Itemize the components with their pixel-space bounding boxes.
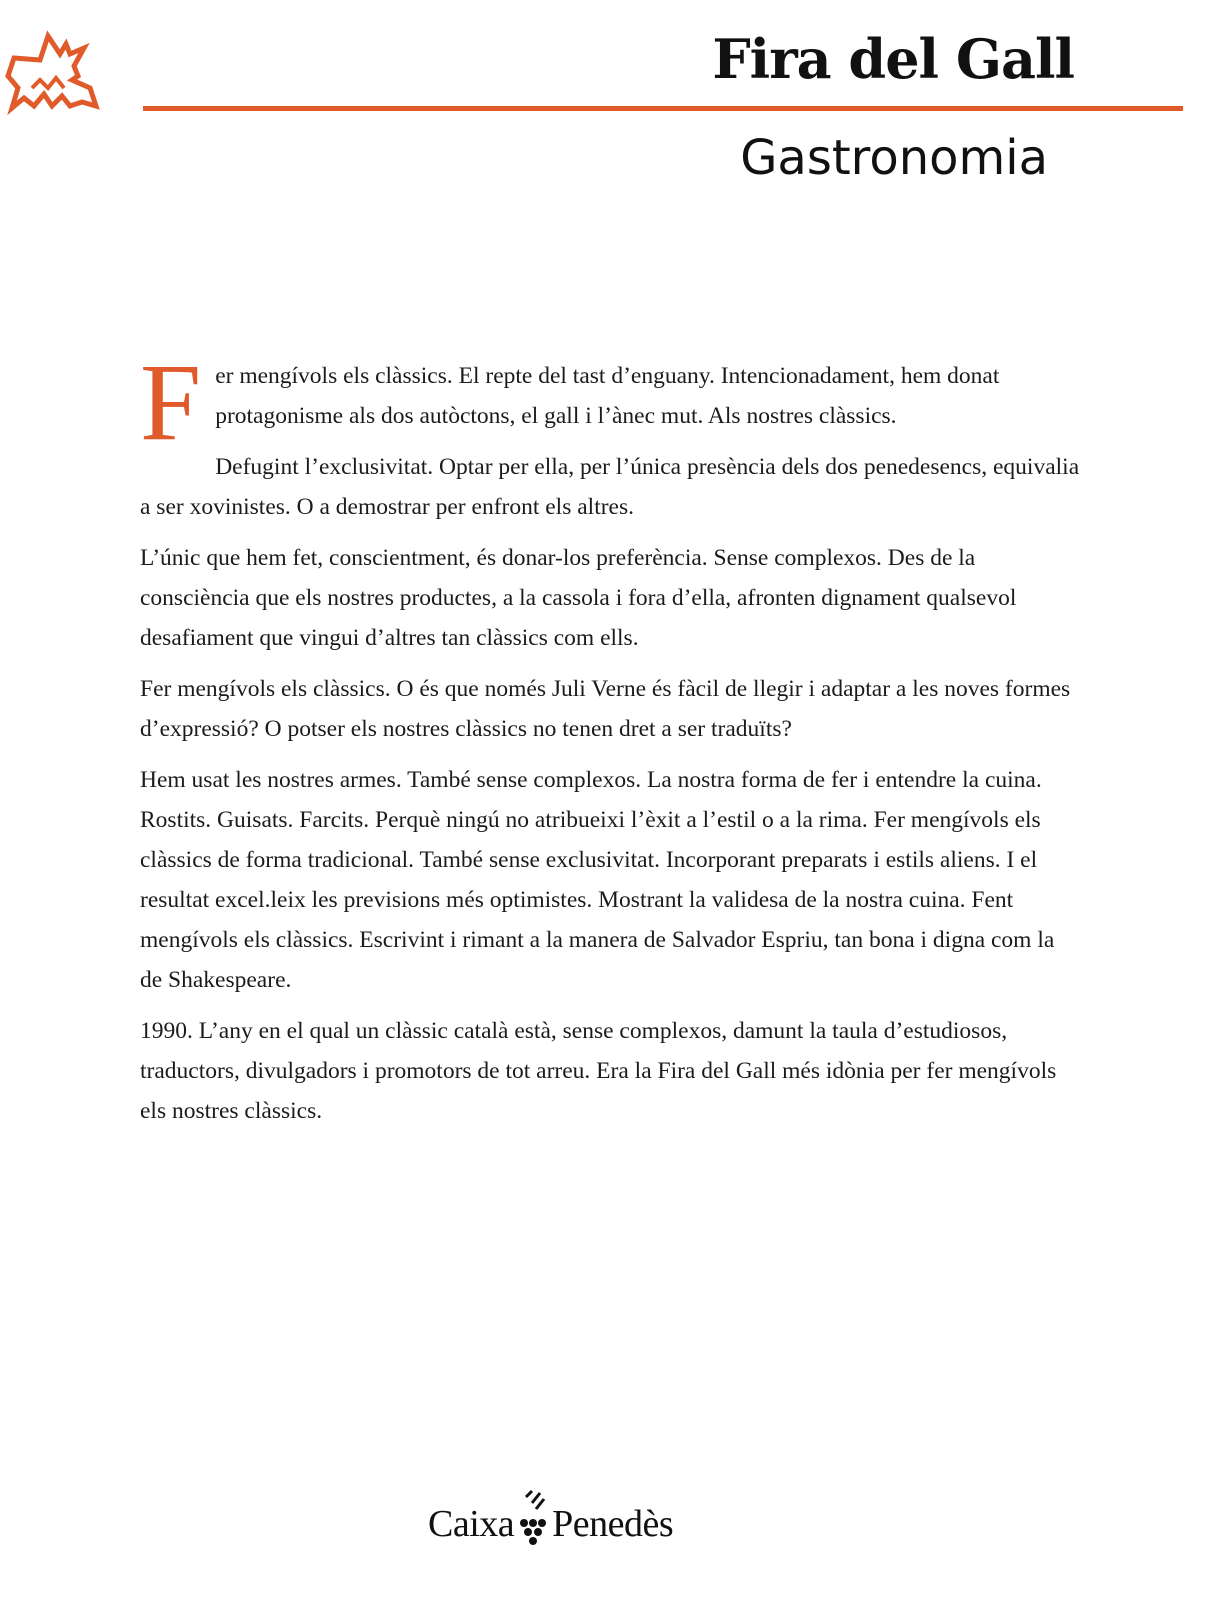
paragraph-6: 1990. L’any en el qual un clàssic català està, sense complexos, damunt la taula d’estudiosos, traductors, divulgadors i promotors de tot arreu. Era la Fira del Gall més idònia per fer mengívols els nostres clàssics. <box>140 1018 1057 1124</box>
page-subtitle: Gastronomia <box>740 130 1048 186</box>
footer-logo <box>428 1484 673 1564</box>
rooster-star-icon <box>4 18 104 118</box>
paragraph-4: Fer mengívols els clàssics. O és que només Juli Verne és fàcil de llegir i adaptar a les noves formes d’expressió? O potser els nostres clàssics no tenen dret a ser traduïts? <box>140 676 1071 742</box>
brand-left: Caixa <box>428 1503 515 1545</box>
paragraph-5: Hem usat les nostres armes. També sense complexos. La nostra forma de fer i entendre la cuina. Rostits. Guisats. Farcits. Perquè ningú no atribueixi l’èxit a l’estil o a la rima. Fer mengívols els clàssics de forma tradicional. També sense exclusivitat. Incorporant preparats i estils aliens. I el resultat excel.leix les previsions més optimistes. Mostrant la validesa de la nostra cuina. Fent mengívols els clàssics. Escrivint i rimant a la manera de Salvador Espriu, tan bona i digna com la de Shakespeare. <box>140 767 1055 993</box>
brand-right: Penedès <box>552 1503 674 1545</box>
paragraph-1 <box>140 341 1080 463</box>
paragraph-3: L’únic que hem fet, conscientment, és donar-los preferència. Sense complexos. Des de la consciència que els nostres productes, a la cassola i fora d’ella, afronten dignament qualsevol desafiament que vingui d’altres tan clàssics com ells. <box>140 545 1017 651</box>
paragraph-1-text: er mengívols els clàssics. El repte del tast d’enguany. Intencionadament, hem donat protagonisme als dos autòctons, el gall i l’ànec mut. Als nostres clàssics. <box>215 363 1000 429</box>
grapes-icon <box>516 1489 550 1559</box>
header-divider <box>143 106 1183 111</box>
paragraph-2: Defugint l’exclusivitat. Optar per ella, per l’única presència dels dos penedesencs, equivalia a ser xovinistes. O a demostrar per enfront els altres. <box>140 454 1080 520</box>
article-body <box>140 341 1080 1142</box>
page-title: Fira del Gall <box>712 27 1074 91</box>
drop-cap: F <box>140 341 202 463</box>
